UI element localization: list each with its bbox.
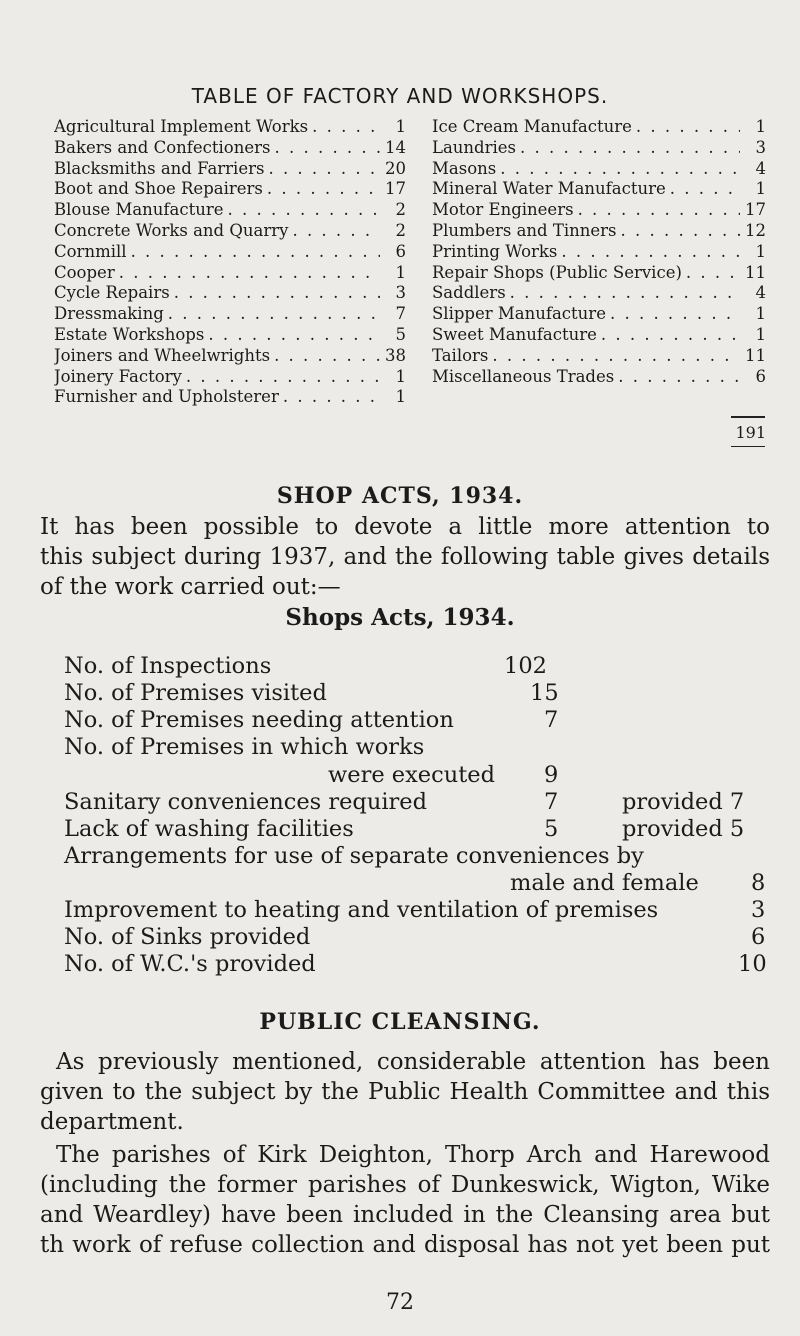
factory-count: 1 [395,262,406,282]
stat-label: No. of Premises needing attention [64,707,454,733]
factory-row [54,200,406,221]
factory-row [54,179,406,200]
factory-row [432,263,766,284]
leader-dots [127,242,380,263]
factory-name: Bakers and Confectioners [54,137,271,157]
factory-name: Cooper [54,262,115,282]
leader-dots [182,367,380,388]
leader-dots [557,242,740,263]
factory-count: 20 [385,158,406,178]
factory-row [54,117,406,138]
public-cleansing-title: PUBLIC CLEANSING. [259,1009,541,1035]
leader-dots [666,179,740,200]
factory-name: Agricultural Implement Works [54,117,309,136]
factory-count: 17 [385,179,406,199]
shop-acts-intro [40,512,770,602]
leader-dots [170,283,380,304]
factory-name: Masons [432,158,497,178]
paragraph-line: given to the subject by the Public Health Committee and this [40,1079,770,1105]
stat-label: No. of Premises visited [64,680,327,706]
leader-dots [270,346,380,367]
factory-row [432,304,766,325]
paragraph-line: department. [40,1109,184,1135]
paragraph-line: this subject during 1937, and the following table gives details [40,544,770,570]
stat-label: No. of Premises in which works [64,734,425,760]
factory-name: Motor Engineers [432,200,574,220]
factory-count: 1 [395,117,406,136]
stat-label: were executed [328,762,495,788]
paragraph-line: and Weardley) have been included in the Cleansing area but [40,1202,770,1228]
factory-row [432,117,766,138]
leader-dots [263,179,380,200]
factory-row [432,159,766,180]
factory-name: Slipper Manufacture [432,304,606,324]
factory-count: 1 [755,304,766,324]
stat-value: 5 [544,816,559,842]
public-cleansing-para-1 [40,1047,770,1137]
shop-acts-title: SHOP ACTS, 1934. [276,483,524,509]
factory-list-left [54,117,406,408]
total-rule [731,416,765,418]
leader-dots [270,138,380,159]
factory-name: Concrete Works and Quarry [54,220,289,240]
leader-dots [574,200,740,221]
factory-count: 3 [755,137,766,157]
factory-count: 1 [755,117,766,136]
factory-count: 11 [745,345,766,365]
factory-row [54,221,406,242]
stat-label: No. of Inspections [64,653,272,679]
stat-value: 8 [751,870,766,896]
leader-dots [224,200,380,221]
factory-count: 6 [395,241,406,261]
factory-row [54,263,406,284]
leader-dots [264,159,380,180]
factory-row [54,304,406,325]
factory-count: 1 [755,179,766,199]
factory-name: Laundries [432,137,517,157]
stat-label: male and female [510,870,699,896]
stat-value: 10 [738,951,767,977]
stat-value: 6 [751,924,766,950]
factory-name: Blouse Manufacture [54,200,224,220]
leader-dots [308,117,380,138]
leader-dots [115,263,380,284]
factory-count: 1 [755,241,766,261]
factory-name: Plumbers and Tinners [432,220,617,240]
factory-name: Estate Workshops [54,324,205,344]
factory-count: 4 [755,283,766,303]
factory-row [432,283,766,304]
stat-label: Sanitary conveniences required [64,789,427,815]
leader-dots [682,263,740,284]
leader-dots [288,221,380,242]
factory-count: 2 [395,220,406,240]
factory-name: Sweet Manufacture [432,324,597,344]
factory-name: Printing Works [432,241,558,261]
stat-provided: provided 7 [622,789,745,815]
factory-name: Repair Shops (Public Service) [432,262,682,282]
factory-row [54,387,406,408]
factory-name: Joinery Factory [54,366,182,386]
factory-row [54,325,406,346]
page-number: 72 [386,1290,414,1315]
factory-name: Blacksmiths and Farriers [54,158,265,178]
factory-count: 5 [395,324,406,344]
leader-dots [606,304,740,325]
factory-row [432,367,766,388]
factory-count: 1 [755,324,766,344]
paragraph-line: (including the former parishes of Dunkeswick, Wigton, Wike [40,1172,770,1198]
leader-dots [279,387,380,408]
leader-dots [597,325,740,346]
factory-count: 4 [755,158,766,178]
leader-dots [516,138,740,159]
stat-value: 7 [544,707,559,733]
factory-name: Cornmill [54,241,127,261]
total-rule [731,446,765,447]
stat-label: Arrangements for use of separate conveniences by [64,843,644,869]
factory-name: Joiners and Wheelwrights [54,345,271,365]
stat-label: Lack of washing facilities [64,816,354,842]
leader-dots [164,304,380,325]
factory-count: 1 [395,387,406,407]
factory-row [54,346,406,367]
stat-label: No. of Sinks provided [64,924,311,950]
factory-count: 1 [395,366,406,386]
factory-name: Tailors [432,345,489,365]
factory-name: Saddlers [432,283,506,303]
factory-count: 12 [745,220,766,240]
factory-row [432,179,766,200]
factory-count: 6 [755,366,766,386]
factory-list-right [432,117,766,387]
factory-row [54,138,406,159]
paragraph-line: th work of refuse collection and disposal has not yet been put [40,1232,770,1258]
factory-count: 7 [395,304,406,324]
factory-name: Cycle Repairs [54,283,170,303]
leader-dots [617,221,740,242]
factory-count: 2 [395,200,406,220]
factory-row [54,367,406,388]
factory-total: 191 [735,423,766,442]
factory-name: Miscellaneous Trades [432,366,615,386]
factory-name: Mineral Water Manufacture [432,179,666,199]
paragraph-line: It has been possible to devote a little more attention to [40,514,770,540]
factory-row [432,221,766,242]
leader-dots [614,367,740,388]
factory-row [432,346,766,367]
stat-value: 102 [504,653,547,679]
factory-row [54,283,406,304]
stat-value: 15 [530,680,559,706]
stat-label: No. of W.C.'s provided [64,951,316,977]
factory-row [432,138,766,159]
factory-table-heading: TABLE OF FACTORY AND WORKSHOPS. [191,84,609,108]
factory-name: Boot and Shoe Repairers [54,179,263,199]
factory-count: 17 [745,200,766,220]
paragraph-line: As previously mentioned, considerable attention has been [56,1049,770,1075]
factory-count: 11 [745,262,766,282]
stat-provided: provided 5 [622,816,745,842]
factory-count: 14 [385,137,406,157]
shop-acts-subtitle: Shops Acts, 1934. [285,604,515,631]
factory-row [54,242,406,263]
factory-row [432,325,766,346]
factory-count: 38 [385,345,406,365]
leader-dots [632,117,740,138]
paragraph-line: The parishes of Kirk Deighton, Thorp Arch and Harewood [56,1142,770,1168]
paragraph-line: of the work carried out:— [40,574,341,600]
factory-name: Dressmaking [54,304,164,324]
stat-value: 9 [544,762,559,788]
factory-row [432,200,766,221]
leader-dots [488,346,740,367]
factory-row [54,159,406,180]
leader-dots [496,159,740,180]
stat-label: Improvement to heating and ventilation of premises [64,897,659,923]
factory-row [432,242,766,263]
leader-dots [506,283,740,304]
stat-value: 3 [751,897,766,923]
public-cleansing-para-2 [40,1140,770,1260]
factory-name: Ice Cream Manufacture [432,117,632,136]
stat-value: 7 [544,789,559,815]
factory-name: Furnisher and Upholsterer [54,387,279,407]
leader-dots [204,325,380,346]
factory-count: 3 [395,283,406,303]
